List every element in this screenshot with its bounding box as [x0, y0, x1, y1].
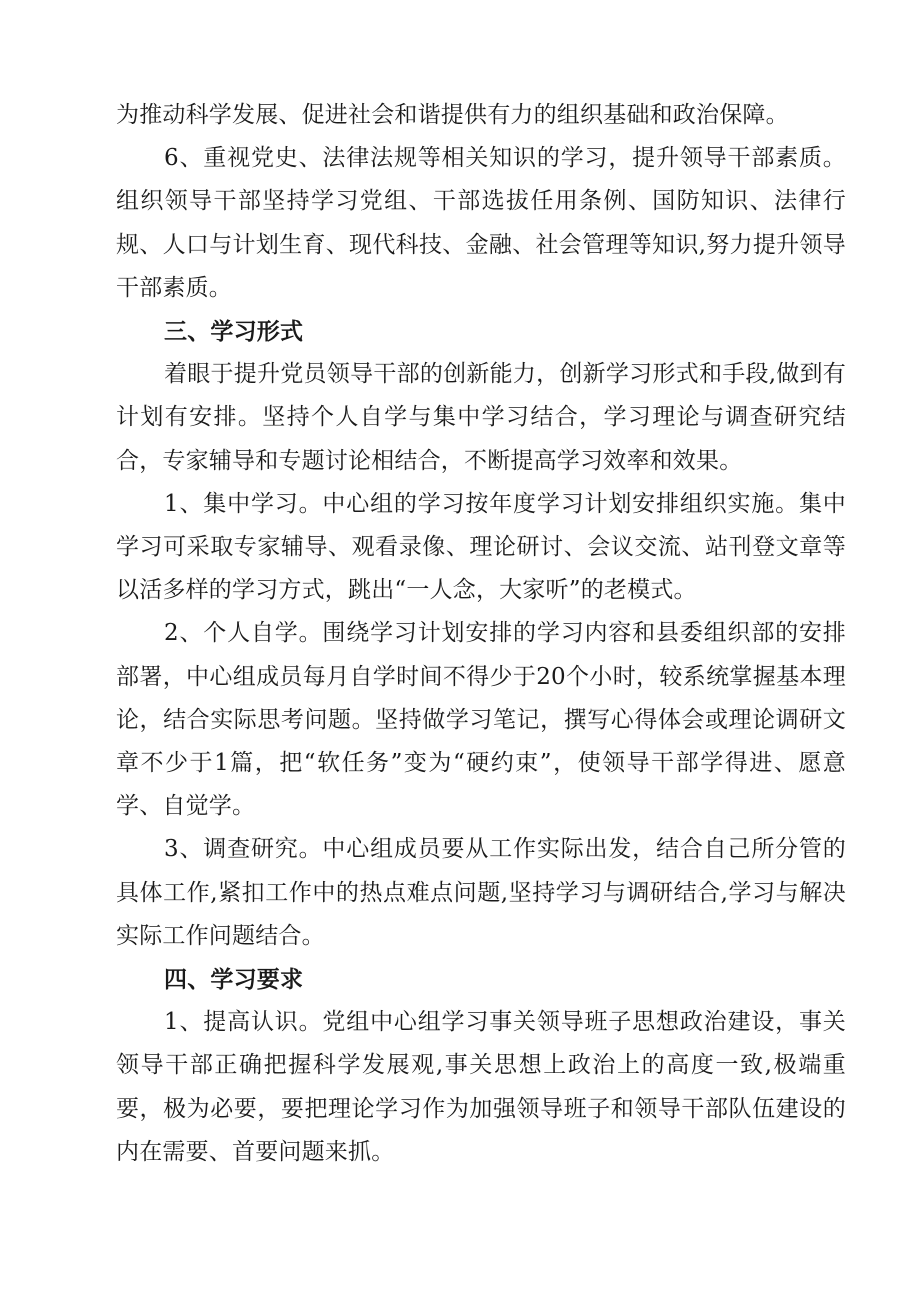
- paragraph-item-1-centralized: 1、集中学习。中心组的学习按年度学习计划安排组织实施。集中学习可采取专家辅导、观看录像、理论研讨、会议交流、站刊登文章等以活多样的学习方式，跳出“一人念，大家听”的老模式。: [116, 490, 846, 604]
- section-heading-3: 三、学习形式: [164, 318, 304, 346]
- paragraph-section-3-intro: 着眼于提升党员领导干部的创新能力，创新学习形式和手段,做到有计划有安排。坚持个人自学与集中学习结合，学习理论与调查研究结合，专家辅导和专题讨论相结合，不断提高学习效率和效果。: [116, 361, 846, 474]
- paragraph-item-3-research: 3、调查研究。中心组成员要从工作实际出发，结合自己所分管的具体工作,紧扣工作中的热点难点问题,坚持学习与调研结合,学习与解决实际工作问题结合。: [116, 836, 846, 949]
- paragraph-continuation: 为推动科学发展、促进社会和谐提供有力的组织基础和政治保障。: [116, 102, 789, 128]
- paragraph-item-1-awareness: 1、提高认识。党组中心组学习事关领导班子思想政治建设，事关领导干部正确把握科学发展观,事关思想上政治上的高度一致,极端重要，极为必要，要把理论学习作为加强领导班子和领导干部队伍建设的内在需要、首要问题来抓。: [116, 1009, 846, 1165]
- document-body: [116, 94, 846, 1174]
- section-heading-4: 四、学习要求: [164, 966, 304, 994]
- paragraph-item-2-self-study: 2、个人自学。围绕学习计划安排的学习内容和县委组织部的安排部署，中心组成员每月自学时间不得少于20个小时，较系统掌握基本理论，结合实际思考问题。坚持做学习笔记，撰写心得体会或理论调研文章不少于1篇，把“软任务”变为“硬约束”，使领导干部学得进、愿意学、自觉学。: [116, 620, 846, 820]
- paragraph-item-6: 6、重视党史、法律法规等相关知识的学习，提升领导干部素质。组织领导干部坚持学习党组、干部选拔任用条例、国防知识、法律行规、人口与计划生育、现代科技、金融、社会管理等知识,努力提升领导干部素质。: [116, 145, 846, 301]
